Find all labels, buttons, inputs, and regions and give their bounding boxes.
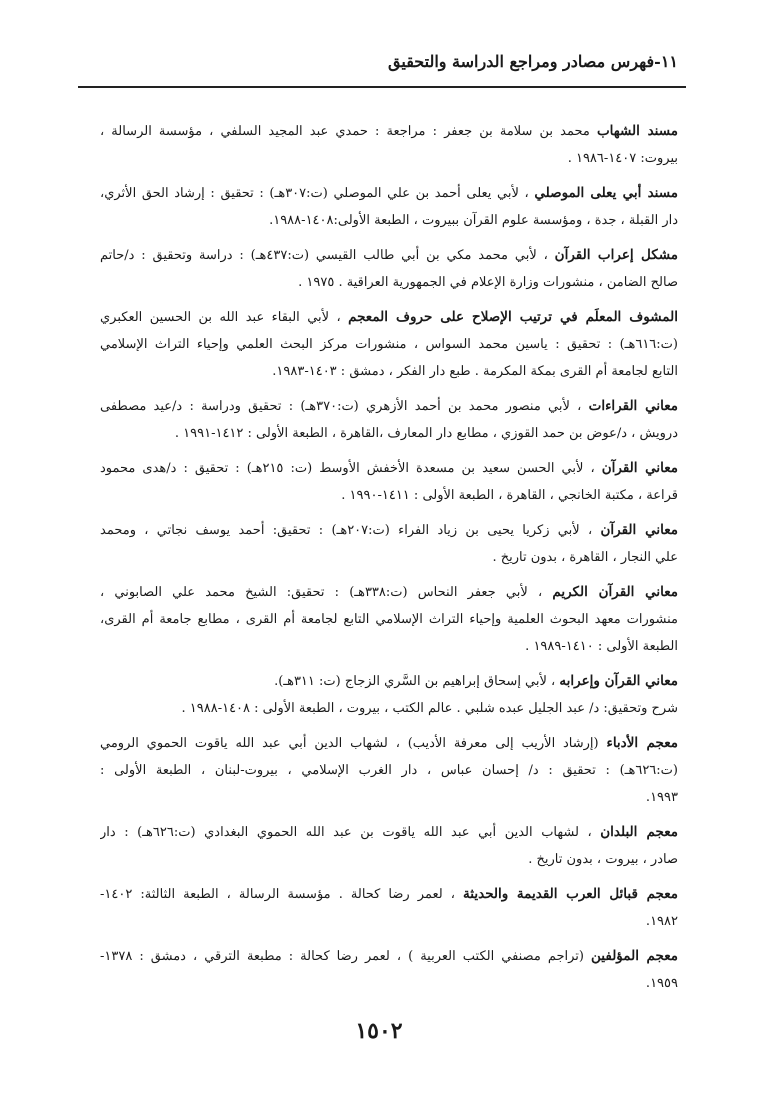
bibliography-entry: [100, 304, 678, 385]
bibliography-entry: [100, 819, 678, 873]
entry-text: درويش ، د/عوض بن حمد القوزي ، مطابع دار المعارف ،القاهرة ، الطبعة الأولى : ١٤١٢-١٩٩١ .: [174, 426, 678, 441]
entry-title: معاني القرآن: [601, 460, 678, 476]
entry-text: (تراجم مصنفي الكتب العربية ) ، لعمر رضا كحالة : مطبعة الترقي ، دمشق : ١٣٧٨-: [100, 949, 584, 964]
entry-text: ، لأبي جعفر النحاس (ت:٣٣٨هـ) : تحقيق: الشيخ محمد علي الصابوني ،: [100, 585, 543, 600]
bibliography-entry: [100, 242, 678, 296]
entry-text: ، لأبي منصور محمد بن أحمد الأزهري (ت:٣٧٠هـ) : تحقيق ودراسة : د/عيد مصطفى: [100, 399, 582, 414]
entry-text: (ت:٦١٦هـ) : تحقيق : ياسين محمد السواس ، منشورات مركز البحث العلمي وإحياء التراث الإسلامي: [100, 337, 678, 352]
entry-text: ، لأبي البقاء عبد الله بن الحسين العكبري: [100, 310, 341, 325]
entry-title: معاني القرآن: [600, 522, 678, 538]
entry-text: شرح وتحقيق: د/ عبد الجليل عبده شلبي . عالم الكتب ، بيروت ، الطبعة الأولى : ١٤٠٨-١٩٨٨ .: [181, 701, 678, 716]
header-divider: [78, 86, 686, 88]
entry-text: صادر ، بيروت ، بدون تاريخ .: [528, 852, 678, 867]
bibliography-entry: [100, 943, 678, 997]
entry-title: معجم المؤلفين: [591, 948, 678, 964]
entry-text: ، لأبي إسحاق إبراهيم بن السَّري الزجاج (ت: ٣١١هـ).: [274, 674, 556, 689]
entry-text: (ت:٦٢٦هـ) : تحقيق : د/ إحسان عباس ، دار الغرب الإسلامي ، بيروت-لبنان ، الطبعة الأولى :: [100, 763, 678, 778]
page-number: ١٥٠٢: [355, 1018, 403, 1044]
entry-title: مسند أبي يعلى الموصلي: [534, 185, 678, 201]
entry-text: ، لأبي يعلى أحمد بن علي الموصلي (ت:٣٠٧هـ) : تحقيق : إرشاد الحق الأثري،: [100, 186, 529, 201]
bibliography-entry: [100, 393, 678, 447]
entry-text: الطبعة الأولى : ١٤١٠-١٩٨٩ .: [525, 639, 678, 654]
bibliography-entry: [100, 579, 678, 660]
entry-text: علي النجار ، القاهرة ، بدون تاريخ .: [492, 550, 678, 565]
entry-title: معاني القرآن الكريم: [552, 584, 678, 600]
entry-title: معاني القراءات: [588, 398, 678, 414]
entry-text: التابع لجامعة أم القرى بمكة المكرمة . طبع دار الفكر ، دمشق : ١٤٠٣-١٩٨٣.: [272, 364, 678, 379]
entry-title: معجم الأدباء: [606, 735, 678, 751]
entry-text: ١٩٩٣.: [645, 790, 678, 805]
entry-text: دار القبلة ، جدة ، ومؤسسة علوم القرآن ببيروت ، الطبعة الأولى:١٤٠٨-١٩٨٨.: [269, 213, 678, 228]
entry-title: معجم البلدان: [600, 824, 678, 840]
bibliography-entry: [100, 730, 678, 811]
bibliography-entry: [100, 517, 678, 571]
entry-title: مسند الشهاب: [596, 123, 678, 139]
bibliography-list: [100, 118, 678, 1005]
page-header-title: ١١-فهرس مصادر ومراجع الدراسة والتحقيق: [388, 52, 678, 71]
entry-text: ١٩٨٢.: [645, 914, 678, 929]
bibliography-entry: [100, 180, 678, 234]
entry-text: ، لعمر رضا كحالة . مؤسسة الرسالة ، الطبعة الثالثة: ١٤٠٢-: [100, 887, 455, 902]
entry-text: ، لأبي زكريا يحيى بن زياد الفراء (ت:٢٠٧هـ) : تحقيق: أحمد يوسف نجاتي ، ومحمد: [100, 523, 593, 538]
bibliography-entry: [100, 668, 678, 722]
entry-text: ١٩٥٩.: [645, 976, 678, 991]
entry-text: بيروت: ١٤٠٧-١٩٨٦ .: [567, 151, 678, 166]
bibliography-entry: [100, 881, 678, 935]
entry-title: معجم قبائل العرب القديمة والحديثة: [463, 886, 678, 902]
entry-text: منشورات معهد البحوث العلمية وإحياء التراث الإسلامي التابع لجامعة أم القرى ، مطابع جامعة أم القرى،: [100, 612, 678, 627]
entry-text: ، لشهاب الدين أبي عبد الله ياقوت بن عبد الله الحموي البغدادي (ت:٦٢٦هـ) : دار: [100, 825, 592, 840]
entry-text: محمد بن سلامة بن جعفر : مراجعة : حمدي عبد المجيد السلفي ، مؤسسة الرسالة ،: [100, 124, 590, 139]
entry-title: المشوف المعلَم في ترتيب الإصلاح على حروف المعجم: [348, 309, 678, 325]
entry-text: قراعة ، مكتبة الخانجي ، القاهرة ، الطبعة الأولى : ١٤١١-١٩٩٠ .: [341, 488, 678, 503]
bibliography-entry: [100, 118, 678, 172]
entry-text: ، لأبي الحسن سعيد بن مسعدة الأخفش الأوسط (ت: ٢١٥هـ) : تحقيق : د/هدى محمود: [100, 461, 595, 476]
entry-text: (إرشاد الأريب إلى معرفة الأديب) ، لشهاب الدين أبي عبد الله ياقوت الحموي الرومي: [100, 736, 599, 751]
entry-title: مشكل إعراب القرآن: [554, 247, 678, 263]
bibliography-entry: [100, 455, 678, 509]
entry-text: ، لأبي محمد مكي بن أبي طالب القيسي (ت:٤٣٧هـ) : دراسة وتحقيق : د/حاتم: [100, 248, 548, 263]
entry-title: معاني القرآن وإعرابه: [559, 673, 678, 689]
entry-text: صالح الضامن ، منشورات وزارة الإعلام في الجمهورية العراقية . ١٩٧٥ .: [298, 275, 678, 290]
